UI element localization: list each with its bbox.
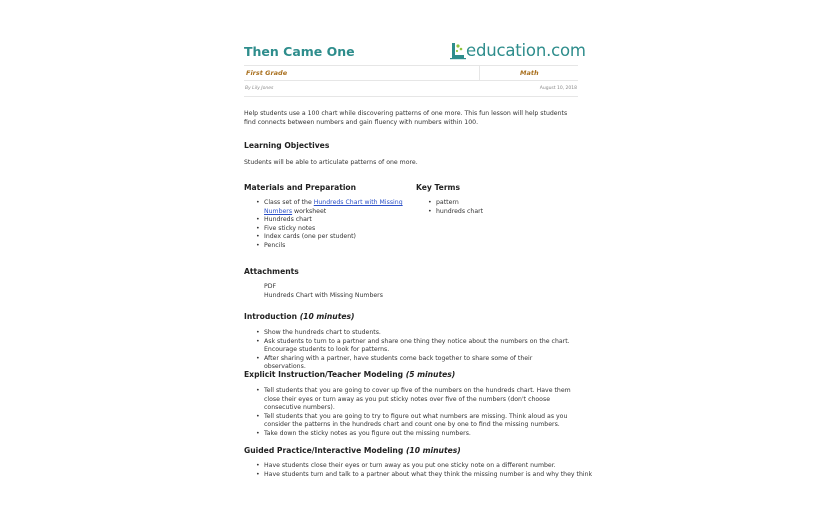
logo-text: education.com <box>466 41 586 60</box>
attachments-list <box>244 283 574 300</box>
publish-date: August 10, 2018 <box>539 86 577 91</box>
attachment-hundreds-chart[interactable]: Hundreds Chart with Missing Numbers <box>264 291 383 299</box>
list-item: • Five sticky notes <box>244 225 409 234</box>
list-item: • Pencils <box>244 242 409 251</box>
explicit-instruction-list <box>244 387 574 439</box>
list-item: • Hundreds chart <box>244 216 409 225</box>
grade-label: First Grade <box>246 69 288 77</box>
list-item: • Tell students that you are going to cover up five of the numbers on the hundreds chart. Have them close their eyes or turn away as you put sticky notes over five of the numbers (don't choose consecutive numbers). <box>244 387 574 413</box>
divider <box>244 65 578 66</box>
education-logo[interactable] <box>447 40 586 62</box>
subject-label: Math <box>520 69 539 77</box>
introduction-list <box>244 329 574 372</box>
materials-heading: Materials and Preparation <box>244 183 357 192</box>
page-title: Then Came One <box>244 44 355 59</box>
explicit-instruction-duration: (5 minutes) <box>405 370 456 379</box>
materials-list <box>244 199 409 251</box>
guided-practice-heading: Guided Practice/Interactive Modeling (10 minutes) <box>244 446 461 455</box>
author-byline: By Lily Jones <box>245 86 274 91</box>
list-item: • After sharing with a partner, have students come back together to share some of their observations. <box>244 355 574 372</box>
list-item: • Have students close their eyes or turn away as you put one sticky note on a different number. <box>244 462 584 471</box>
list-item: • hundreds chart <box>416 208 576 217</box>
intro-paragraph: Help students use a 100 chart while discovering patterns of one more. This fun lesson will help students find connects between numbers and gain fluency with numbers within 100. <box>244 110 568 126</box>
attachment-pdf[interactable]: PDF <box>264 283 277 290</box>
explicit-instruction-heading: Explicit Instruction/Teacher Modeling (5 minutes) <box>244 370 456 379</box>
learning-objectives-text: Students will be able to articulate patterns of one more. <box>244 159 418 166</box>
guided-practice-list <box>244 462 593 479</box>
introduction-duration: (10 minutes) <box>299 312 355 321</box>
divider <box>244 80 578 81</box>
list-item: • Class set of the Hundreds Chart with Missing Numbers worksheet <box>244 199 409 216</box>
introduction-heading: Introduction (10 minutes) <box>244 312 355 321</box>
key-terms-list <box>416 199 576 216</box>
attachments-heading: Attachments <box>244 267 299 276</box>
education-logo-icon <box>447 40 467 62</box>
list-item: • Index cards (one per student) <box>244 233 409 242</box>
hundreds-chart-worksheet-link[interactable]: Hundreds Chart with Missing Numbers <box>264 199 403 215</box>
list-item: • pattern <box>416 199 576 208</box>
list-item: • Show the hundreds chart to students. <box>244 329 574 338</box>
divider <box>244 96 578 97</box>
divider-vertical <box>479 66 480 80</box>
key-terms-heading: Key Terms <box>416 183 460 192</box>
guided-practice-duration: (10 minutes) <box>405 446 461 455</box>
list-item: • Ask students to turn to a partner and share one thing they notice about the numbers on the chart. Encourage students to look for patterns. <box>244 338 574 355</box>
list-item: • Have students turn and talk to a partner about what they think the missing number is and why they think <box>244 471 584 480</box>
list-item: • Tell students that you are going to try to figure out what numbers are missing. Think aloud as you consider the patterns in the hundreds chart and count one by one to find the missing numbers. <box>244 413 574 430</box>
learning-objectives-heading: Learning Objectives <box>244 141 330 150</box>
list-item: • Take down the sticky notes as you figure out the missing numbers. <box>244 430 574 439</box>
